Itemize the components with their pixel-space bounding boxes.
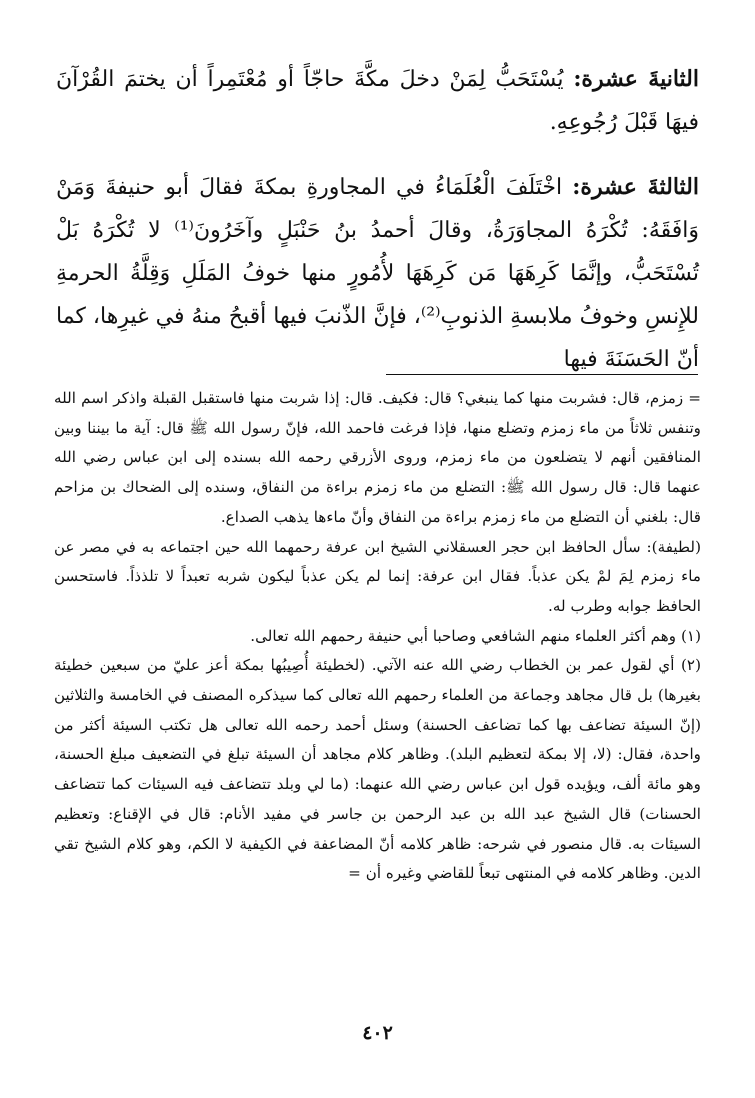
main-text bbox=[56, 58, 699, 403]
footnote-remark: (لطيفة): سأل الحافظ ابن حجر العسقلاني الشيخ ابن عرفة رحمهما الله حين اجتماعه به في مصر عن ماء زمزم لِمَ لمْ يكن عذباً. فقال ابن عرفة: إنما لم يكن عذباً ليكون شربه تعبداً لا تلذذاً. فاستحسن الحافظ جوابه وطرب له. bbox=[54, 537, 701, 615]
footnotes bbox=[54, 384, 701, 889]
footnote-1: (١) وهم أكثر العلماء منهم الشافعي وصاحبا أبي حنيفة رحمهم الله تعالى. bbox=[250, 626, 701, 645]
footnote-continued: = زمزم، قال: فشربت منها كما ينبغي؟ قال: فكيف. قال: إذا شربت منها فاستقبل القبلة واذكر اسم الله وتنفس ثلاثاً من ماء زمزم وتضلع منها، فإذا فرغت فاحمد الله، فإنّ رسول الله ﷺ قال: آية ما بيننا وبين المنافقين أنهم لا يتضلعون من ماء زمزم، وروى الأزرقي رحمه الله بسنده إلى ابن عباس رضي الله عنهما قال: قال رسول الله ﷺ: التضلع من ماء زمزم براءة من النفاق، وسنده إلى الضحاك بن مزاحم قال: بلغني أن التضلع من ماء زمزم براءة من النفاق وأنّ ماءها يذهب الصداع. bbox=[54, 389, 701, 526]
footnote-separator bbox=[386, 374, 698, 375]
paragraph-body: اخْتَلَفَ الْعُلَمَاءُ في المجاورةِ بمكةَ فقالَ أبو حنيفةَ وَمَنْ وَافَقَهُ: تُكْرَهُ المجاوَرَةُ، وقالَ أحمدُ بنُ حَنْبَلٍ وآخَرُونَ⁽¹⁾ لا تُكْرَهُ بَلْ تُسْتَحَبُّ، وإنَّمَا كَرِهَهَا مَن كَرِهَهَا لأُمُورٍ منها خوفُ المَلَلِ وَقِلَّةُ الحرمةِ للإِنسِ وخوفُ ملابسةِ الذنوبِ⁽²⁾، فإنَّ الذّنبَ فيها أقبحُ منهُ في غيرِها، كما أنّ الحَسَنَةَ فيها bbox=[56, 175, 700, 372]
paragraph-body: يُسْتَحَبُّ لِمَنْ دخلَ مكَّةَ حاجّاً أو مُعْتَمِراً أن يختمَ القُرْآنَ فيهَا قَبْلَ رُجُوعِهِ. bbox=[56, 67, 699, 135]
paragraph-thirteenth bbox=[56, 166, 699, 381]
paragraph-heading: الثانيةَ عشرة: bbox=[573, 66, 699, 92]
paragraph-heading: الثالثةَ عشرة: bbox=[572, 174, 699, 200]
page-number: ٤٠٢ bbox=[362, 1022, 393, 1044]
footnote-2: (٢) أي لقول عمر بن الخطاب رضي الله عنه الآتي. (لخطيئة أُصِيبُها بمكة أعز عليّ من سبعين خطيئة بغيرها) بل قال مجاهد وجماعة من العلماء رحمهم الله تعالى كما سيذكره المصنف في الخامسة والثلاثين (إنّ السيئة تضاعف بها كما تضاعف الحسنة) وسئل أحمد رحمه الله تعالى هل تكتب السيئة أكثر من واحدة، فقال: (لا، إلا بمكة لتعظيم البلد). وظاهر كلام مجاهد أن السيئة تبلغ في التضعيف مبلغ الحسنة، وهو مائة ألف، ويؤيده قول ابن عباس رضي الله عنهما: (ما لي وبلد تتضاعف فيه السيئات كما تتضاعف الحسنات) قال الشيخ عبد الله بن عبد الرحمن بن جاسر في مفيد الأنام: قال في الإقناع: وتعظيم السيئات به. قال منصور في شرحه: ظاهر كلامه أنّ المضاعفة في الكيفية لا الكم، وهو كلام الشيخ تقي الدين. وظاهر كلامه في المنتهى تبعاً للقاضي وغيره أن = bbox=[54, 656, 701, 883]
paragraph-twelfth bbox=[56, 58, 699, 144]
